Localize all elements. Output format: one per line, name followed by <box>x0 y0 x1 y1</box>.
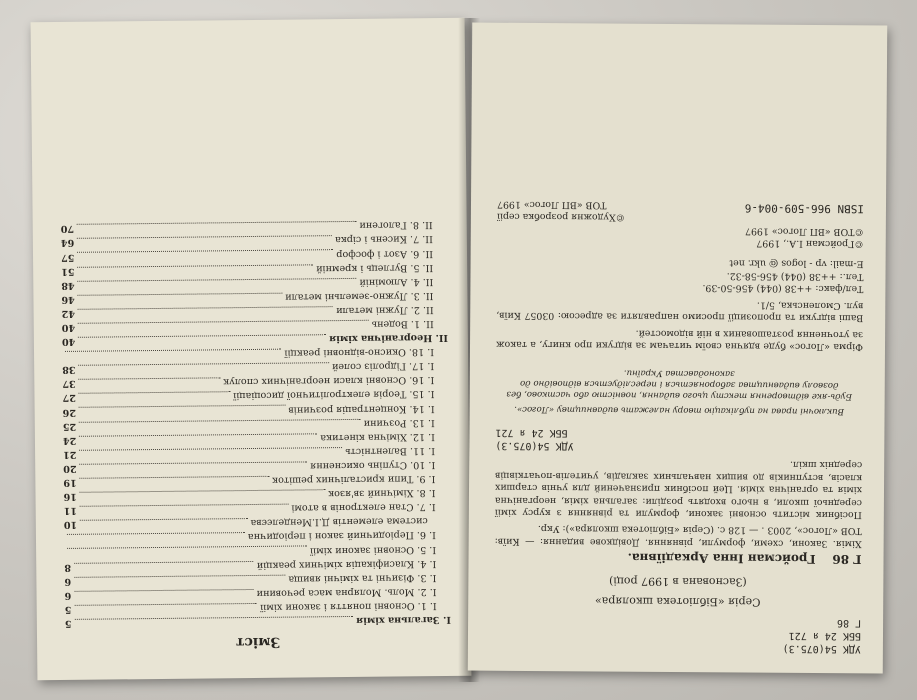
toc-entry-page: 38 <box>62 364 76 376</box>
feedback-address: Ваші відгуки та пропозиції просимо направляти за адресою: 03057 Київ, вул. Смоленська, 5/1. <box>496 299 864 324</box>
toc-dot-leader <box>79 378 220 381</box>
toc-entry-page: 6 <box>64 589 72 601</box>
table-of-contents-page <box>31 18 472 681</box>
toc-entry-label: І. 12. Хімічна кінетика <box>320 430 435 444</box>
upside-down-content <box>31 18 472 681</box>
toc-entry-page: 11 <box>63 505 78 517</box>
toc-entry-label: І. 18. Окисно-відновні реакції <box>284 346 435 359</box>
toc-dot-leader <box>78 278 357 283</box>
author-name: Гройсман Інна Аркадіївна. <box>627 550 816 567</box>
series-design-line1: ©Художня розробка серії <box>496 211 625 223</box>
toc-dot-leader <box>74 561 254 565</box>
toc-entry-page: 37 <box>62 378 76 390</box>
toc-entry-label: І. 1. Основні поняття і закони хімії <box>260 599 437 613</box>
email-line: E-mail: vp - logos @ ukr. net <box>729 257 864 270</box>
toc-dot-leader <box>79 433 317 437</box>
copyright-author: ©Гройсман І.А., 1997 <box>756 237 864 250</box>
toc-entry-page: 6 <box>64 575 72 587</box>
toc-entry-label: ІІ. 7. Кисень і сірка <box>334 233 433 246</box>
series-title: Серія «Бібліотека школяра» <box>594 594 761 609</box>
toc-entry-label: ІІ. 2. Лужні метали <box>336 304 434 317</box>
toc-entry-label: ІІ. Неорганічна хімія <box>329 332 448 345</box>
series-design-line2: ТОВ «ВП Логос» 1997 <box>496 198 607 211</box>
author-mark-inline: Г 86 <box>832 552 862 567</box>
toc-dot-leader <box>77 264 313 268</box>
toc-entry-label: І. 13. Розчини <box>363 416 435 429</box>
toc-dot-leader <box>80 504 288 508</box>
toc-dot-leader <box>78 292 282 296</box>
toc-entry-page: 42 <box>61 307 76 319</box>
copyright-bottom-row <box>497 197 864 224</box>
toc-entry-page: 27 <box>62 392 76 404</box>
udk-code-repeat: УДК 54(075.3) <box>495 439 574 452</box>
toc-entry-label: І. 3. Фізичні та хімічні явища <box>288 571 437 585</box>
toc-entry-label: ІІ. 3. Лужно-земельні метали <box>285 289 434 303</box>
toc-entry-page: 5 <box>64 617 72 629</box>
toc-entry-label: І. 9. Типи кристалічних решіток <box>272 473 436 486</box>
toc-dot-leader <box>67 546 307 551</box>
toc-entry-label: ІІ. 1. Водень <box>371 318 434 330</box>
copyright-page <box>468 23 888 674</box>
toc-dot-leader <box>78 334 326 339</box>
toc-entry-page: 20 <box>63 462 77 474</box>
toc-entry-label: І. 5. Основні закони хімії <box>309 543 437 556</box>
toc-dot-leader <box>77 221 356 226</box>
imprint-block <box>494 197 864 655</box>
toc-dot-leader <box>77 250 333 255</box>
toc-dot-leader <box>65 349 281 353</box>
toc-entry-page: 16 <box>63 490 77 503</box>
toc-entry-label: І. 11. Валентність <box>345 444 436 457</box>
toc-entry-label: І. 15. Теорія електролітичної дисоціації <box>233 388 435 402</box>
feedback-note: Фірма «Логос» буде вдячна своїм читачам за відгуки про книгу, а також за уточнення розташованих в ній відомостей. <box>495 327 864 353</box>
toc-dot-leader <box>79 405 285 409</box>
abstract-text: Посібник містить основні закони, формули та рівняння з курсу хімії середньої школи, в нього входять розділи: загальна хімія, неорганічна хімія та органічна хімія. Цей посібник призначений для учнів старших класів, вступників до вищих навчальних закладів, учителів-початківців середніх шкіл. <box>494 459 863 521</box>
toc-entry-label: ІІ. 8. Галогени <box>359 219 433 232</box>
bbk-code: ББК 24 я 721 <box>788 629 862 642</box>
series-design-copyright <box>497 197 625 223</box>
toc-entry-label: І. 8. Хімічний зв'язок <box>328 487 436 500</box>
toc-entry-page: 64 <box>60 237 75 249</box>
toc-entry-page: 70 <box>60 223 75 235</box>
toc-entry-label: І. 17. Гідроліз солей <box>331 360 435 373</box>
toc-entry-page: 46 <box>61 293 75 305</box>
toc-dot-leader <box>80 461 308 465</box>
toc-dot-leader <box>80 476 269 480</box>
toc-entry-label: І. 16. Основні класи неорганічних сполук <box>223 374 435 388</box>
reproduction-notice: Будь-яке відтворення тексту цього видання, повністю або частково, без дозволу видавництва забороняється і переслідується відповідно до законодавства України. <box>506 367 852 402</box>
toc-dot-leader <box>79 447 342 452</box>
toc-dot-leader <box>67 532 245 536</box>
toc-entry-label: І. 14. Концентрація розчинів <box>288 402 435 416</box>
toc-dot-leader <box>79 392 230 396</box>
toc-dot-leader <box>74 589 253 593</box>
isbn: ISBN 966-509-004-6 <box>744 201 865 216</box>
toc-entry-label: І. 10. Ступінь окиснення <box>310 459 436 472</box>
series-founded: (Заснована в 1997 році) <box>608 574 747 589</box>
toc-entry-page: 8 <box>64 561 72 573</box>
exclusive-rights: Виключні права на публікацію твору належать видавництву «Логос». <box>514 403 844 417</box>
toc-entry-page: 24 <box>62 434 77 446</box>
toc-entry-label: система елементів Д.І.Менделєєва <box>250 515 428 529</box>
toc-entry-page: 5 <box>64 603 72 615</box>
toc-dot-leader <box>75 616 354 621</box>
fax-line: Тел/факс: ++38 (044) 456-50-39. <box>702 282 864 295</box>
toc-title: Зміст <box>235 633 281 651</box>
toc-entry-label: І. Загальна хімія <box>356 613 451 626</box>
toc-list <box>61 217 451 630</box>
toc-entry-page: 25 <box>62 420 77 432</box>
toc-dot-leader <box>77 236 332 241</box>
toc-entry-page: 40 <box>61 335 76 348</box>
toc-entry-page: 48 <box>61 279 75 291</box>
toc-entry-label: ІІ. 6. Азот і фосфор <box>336 247 434 260</box>
toc-entry-label: ІІ. 4. Алюміній <box>359 275 434 288</box>
toc-dot-leader <box>79 418 360 423</box>
toc-entry-page: 26 <box>62 406 77 418</box>
toc-dot-leader <box>78 306 333 311</box>
toc-dot-leader <box>78 320 369 325</box>
toc-entry-label: ІІ. 5. Вуглець і кремній <box>316 261 434 274</box>
phone-line: Тел.: ++38 (044) 456-58-32. <box>726 270 864 283</box>
author-mark: Г 86 <box>836 617 862 629</box>
toc-dot-leader <box>74 603 257 607</box>
toc-entry-label: І. 7. Стан електронів в атомі <box>291 501 436 514</box>
toc-entry-label: І. 2. Моль. Молярна маса речовини <box>256 585 437 599</box>
bibliographic-description: Хімія. Закони, схеми, формули, рівняння. Довідкове видання: — Київ: ТОВ «Логос», 2003 . — 128 с. (Серія «Бібліотека школяра»): Укр. <box>494 523 862 550</box>
toc-entry-page: 51 <box>61 265 75 277</box>
udk-code: УДК 54(075.3) <box>782 642 861 655</box>
toc-entry-page: 40 <box>61 321 76 334</box>
toc-entry-page: 19 <box>63 476 77 489</box>
toc-entry-page: 10 <box>63 519 78 531</box>
bbk-code-repeat: ББК 24 я 721 <box>495 426 568 439</box>
toc-entry-page: 21 <box>63 448 77 460</box>
copyright-publisher: ©ТОВ «ВП Логос» 1997 <box>744 225 864 237</box>
toc-entry-page: 57 <box>60 251 75 263</box>
upside-down-content <box>468 23 888 674</box>
toc-dot-leader <box>80 489 325 494</box>
toc-dot-leader <box>80 518 247 522</box>
toc-dot-leader <box>74 574 285 578</box>
toc-entry-label: І. 6. Періодичний закон і періодична <box>247 529 437 543</box>
toc-dot-leader <box>79 362 329 367</box>
toc-block <box>61 217 452 660</box>
author-line <box>494 551 861 566</box>
toc-entry-label: І. 4. Класифікація хімічних реакцій <box>256 557 437 571</box>
